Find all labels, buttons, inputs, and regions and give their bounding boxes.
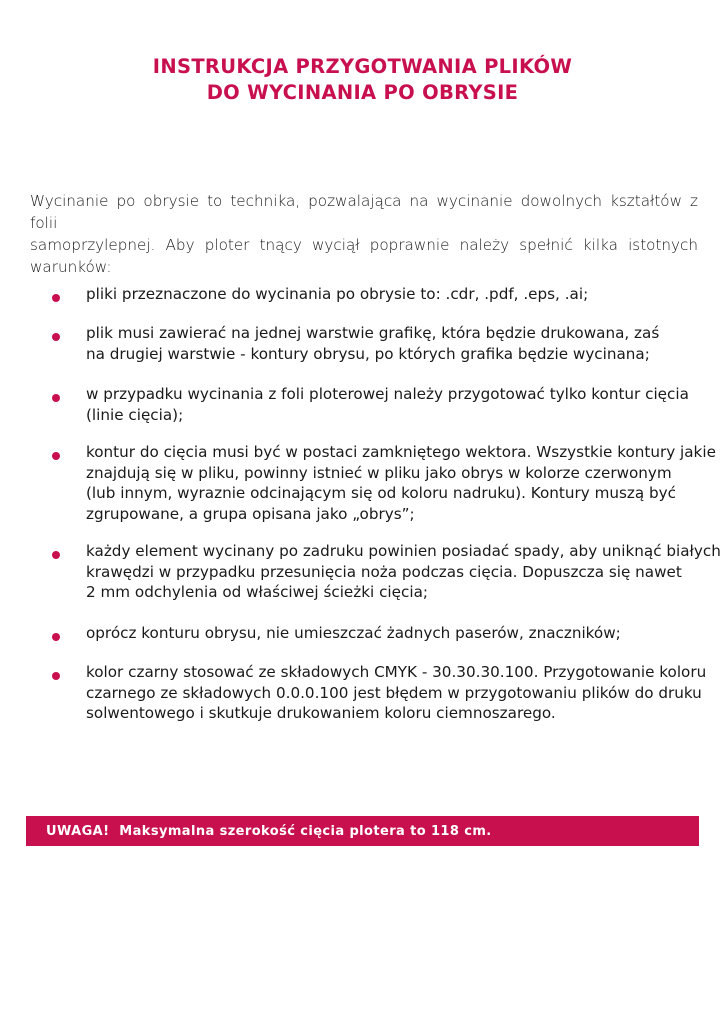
title-line-2: DO WYCINANIA PO OBRYSIE — [206, 81, 519, 104]
list-item-line: krawędzi w przypadku przesunięcia noża podczas cięcia. Dopuszcza się nawet — [86, 562, 682, 581]
list-item-line: 2 mm odchylenia od właściwej ścieżki cięcia; — [86, 583, 428, 601]
list-item-line: kontur do cięcia musi być w postaci zamkniętego wektora. Wszystkie kontury jakie — [86, 443, 716, 461]
list-item-line: solwentowego i skutkuje drukowaniem koloru ciemnoszarego. — [86, 704, 556, 722]
list-item-line: każdy element wycinany po zadruku powinien posiadać spady, aby uniknąć białych — [86, 542, 721, 560]
bullet-dot-icon — [52, 551, 60, 559]
list-item-line: na drugiej warstwie - kontury obrysu, po których grafika będzie wycinana; — [86, 344, 650, 363]
warning-banner — [26, 816, 699, 846]
bullet-dot-icon — [52, 633, 60, 641]
list-item-text — [86, 323, 701, 364]
list-item-text — [86, 623, 701, 644]
list-item-line: kolor czarny stosować ze składowych CMYK - 30.30.30.100. Przygotowanie koloru — [86, 663, 707, 681]
bullet-dot-icon — [52, 333, 60, 341]
bullet-dot-icon — [52, 452, 60, 460]
list-item-line: oprócz konturu obrysu, nie umieszczać żadnych paserów, znaczników; — [86, 624, 621, 642]
title-line-1: INSTRUKCJA PRZYGOTWANIA PLIKÓW — [152, 55, 573, 78]
list-item-text — [86, 541, 721, 603]
intro-line-1: Wycinanie po obrysie to technika, pozwalająca na wycinanie dowolnych kształtów z folii — [30, 192, 698, 232]
list-item-text — [86, 442, 716, 524]
list-item-line: pliki przeznaczone do wycinania po obrysie to: .cdr, .pdf, .eps, .ai; — [86, 285, 589, 303]
bullet-dot-icon — [52, 394, 60, 402]
intro-line-2: samoprzylepnej. Aby ploter tnący wyciął poprawnie należy spełnić kilka istotnych — [30, 236, 698, 254]
list-item-line: plik musi zawierać na jednej warstwie grafikę, która będzie drukowana, zaś — [86, 324, 660, 342]
list-item-line: czarnego ze składowych 0.0.0.100 jest błędem w przygotowaniu plików do druku — [86, 683, 702, 702]
list-item-text — [86, 384, 701, 425]
list-item-line: zgrupowane, a grupa opisana jako „obrys”; — [86, 504, 415, 523]
list-item-line: (lub innym, wyraznie odcinającym się od koloru nadruku). Kontury muszą być — [86, 484, 676, 502]
intro-line-3: warunków: — [30, 258, 112, 276]
bullet-dot-icon — [52, 294, 60, 302]
bullet-dot-icon — [52, 672, 60, 680]
list-item-line: w przypadku wycinania z foli ploterowej należy przygotować tylko kontur cięcia — [86, 385, 689, 403]
warning-text: UWAGA! Maksymalna szerokość cięcia plotera to 118 cm. — [46, 824, 492, 839]
list-item-line: (linie cięcia); — [86, 405, 184, 424]
list-item-text — [86, 662, 707, 724]
list-item-line: znajdują się w pliku, powinny istnieć w pliku jako obrys w kolorze czerwonym — [86, 463, 672, 482]
list-item-text — [86, 284, 701, 305]
